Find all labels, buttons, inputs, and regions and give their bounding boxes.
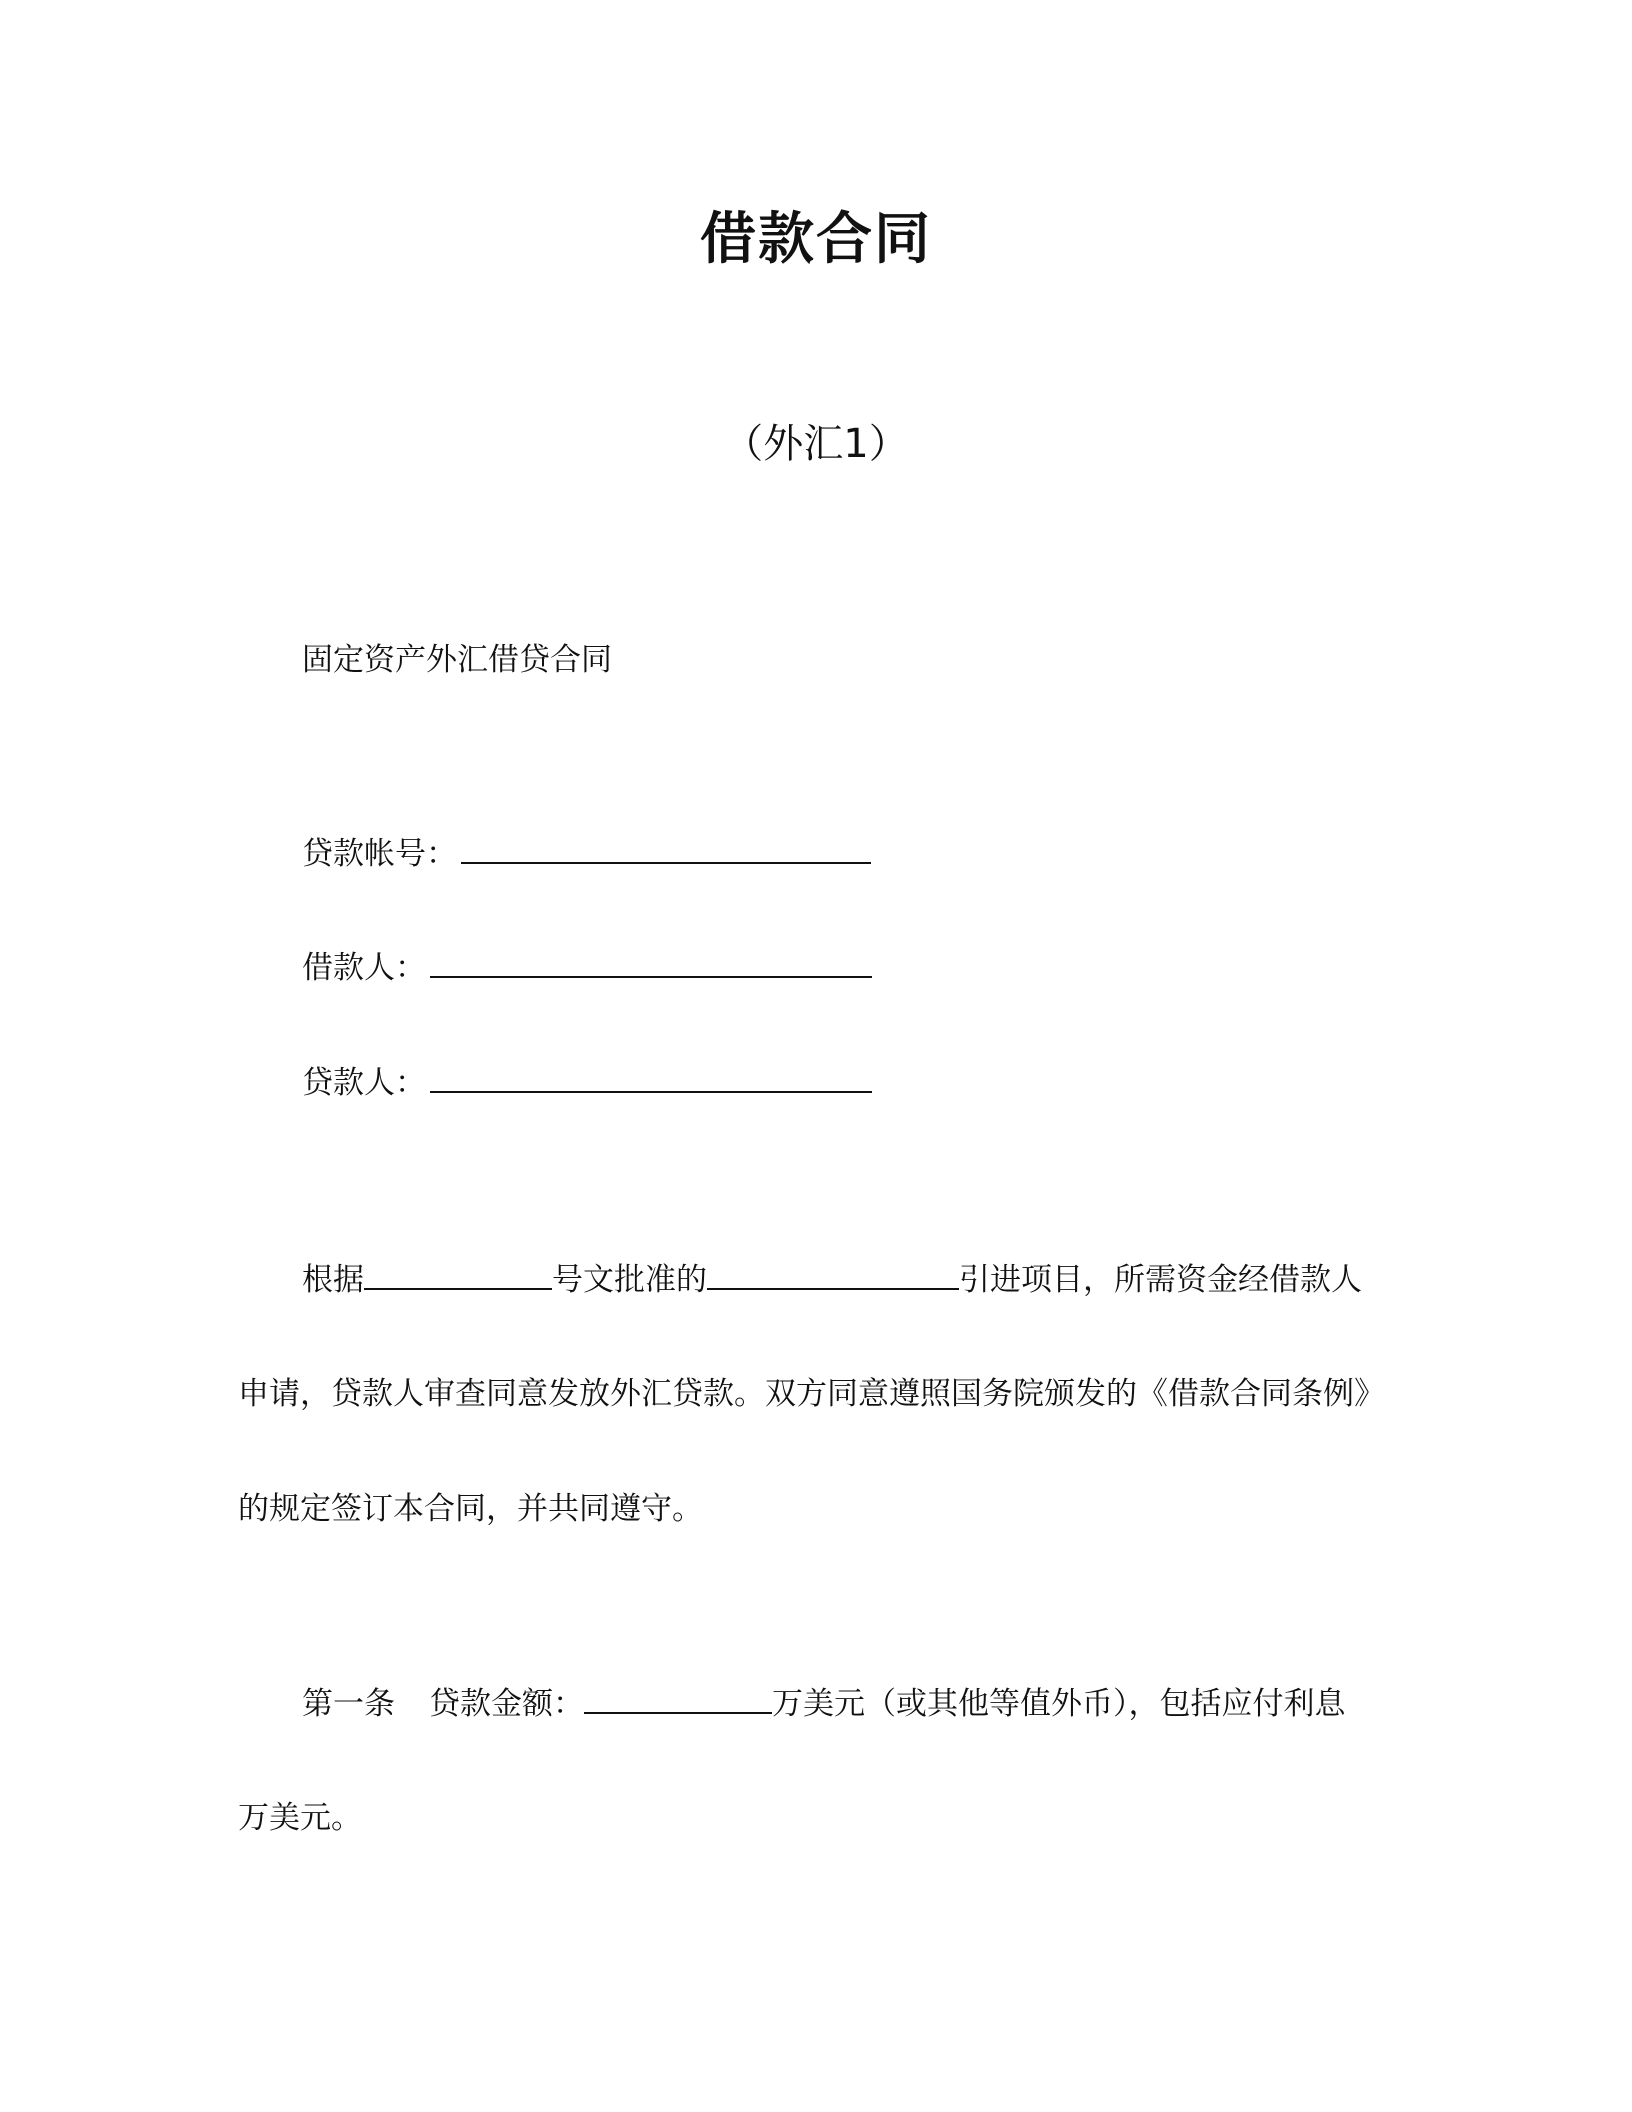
preamble-text: 引进项目，所需资金经借款人 (959, 1262, 1362, 1298)
project-name-blank[interactable] (707, 1287, 959, 1290)
document-title: 借款合同 (700, 207, 932, 272)
preamble-text: 号文批准的 (552, 1262, 707, 1298)
document-subtitle: （外汇1） (723, 421, 909, 467)
article-text: 万美元（或其他等值外币），包括应付利息 (772, 1686, 1346, 1722)
field-label: 贷款帐号： (302, 836, 457, 872)
article-1-line-2: 万美元。 (238, 1800, 362, 1836)
article-number: 第一条 (302, 1686, 395, 1722)
field-label: 贷款人： (302, 1065, 426, 1101)
lender-blank[interactable] (430, 1090, 872, 1093)
preamble-line-2: 申请，贷款人审查同意发放外汇贷款。双方同意遵照国务院颁发的《借款合同条例》 (238, 1376, 1385, 1412)
approval-number-blank[interactable] (364, 1287, 552, 1290)
field-borrower (302, 948, 872, 988)
article-text: 贷款金额： (429, 1686, 584, 1722)
loan-amount-blank[interactable] (584, 1711, 772, 1714)
borrower-blank[interactable] (430, 975, 872, 978)
field-loan-account (302, 834, 871, 874)
field-lender (302, 1063, 872, 1103)
loan-account-blank[interactable] (461, 861, 871, 864)
preamble-text: 根据 (302, 1262, 364, 1298)
preamble-line-1 (302, 1260, 1362, 1300)
preamble-line-3: 的规定签订本合同，并共同遵守。 (238, 1491, 703, 1527)
field-label: 借款人： (302, 950, 426, 986)
article-1-line-1 (302, 1684, 1346, 1724)
section-heading: 固定资产外汇借贷合同 (302, 642, 612, 678)
